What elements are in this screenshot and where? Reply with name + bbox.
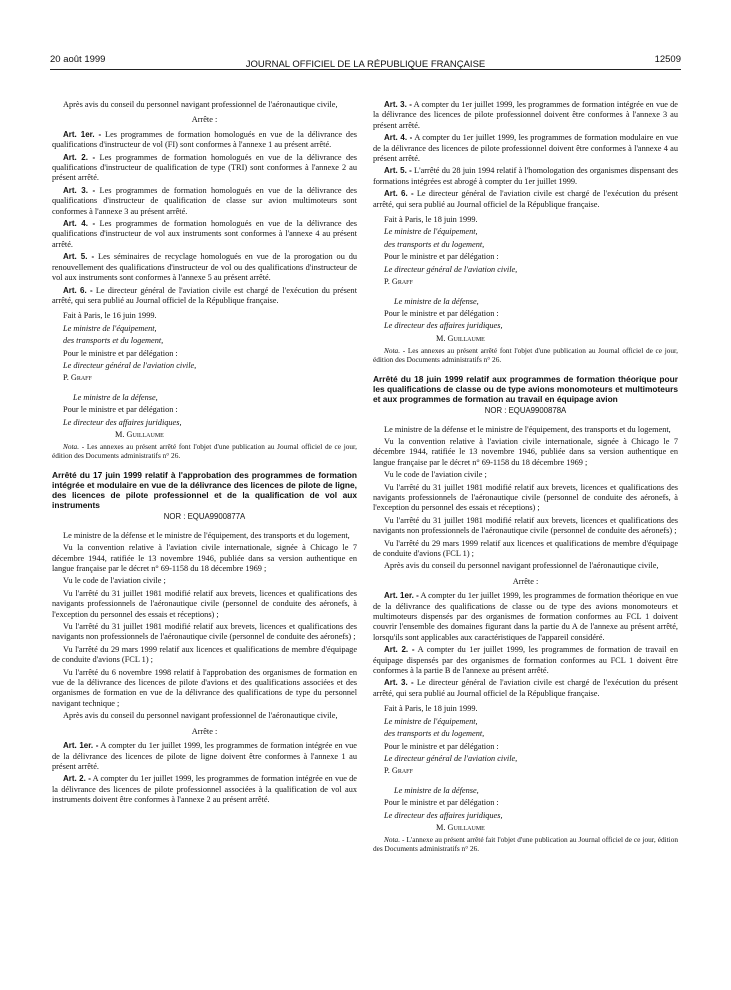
article-label: Art. 2. - — [63, 774, 91, 784]
signature-line: Le ministre de la défense, — [394, 785, 479, 795]
article-label: Art. 2. - — [63, 152, 96, 162]
signature-line: Le ministre de la défense, — [394, 296, 479, 306]
left-column — [52, 100, 357, 808]
article-text: Le directeur général de l'aviation civile est chargé de l'exécution du présent arrêté, qui sera publié au Journal officiel de la République française. — [373, 678, 679, 698]
article-text: A compter du 1er juillet 1999, les programmes de formation intégrée en vue de la délivrance des licences de pilote de ligne doivent être conformes à l'annexe 1 au présent arrêté. — [52, 741, 357, 771]
article-label: Art. 4. - — [384, 133, 413, 143]
article-label: Art. 5. - — [63, 252, 95, 262]
signature-line: des transports et du logement, — [384, 729, 485, 739]
paragraph: Vu l'arrêté du 31 juillet 1981 modifié relatif aux brevets, licences et qualifications des navigants professionnels de l'aéronautique civile (personnel de conduite des aéronefs, à l'exception du personnel des essais et réceptions) ; — [373, 482, 678, 513]
signature-line: Pour le ministre et par délégation : — [63, 405, 178, 415]
article-label: Art. 3. - — [384, 100, 412, 109]
header-date: 20 août 1999 — [50, 54, 106, 65]
date-line: Fait à Paris, le 16 juin 1999. — [63, 311, 157, 321]
article — [373, 591, 678, 643]
paragraph: Vu la convention relative à l'aviation civile internationale, signée à Chicago le 7 décembre 1944, ratifiée le 13 novembre 1946, publiée dans sa version authentique en langue française par le décret n° 69-1158 du 18 décembre 1969 ; — [52, 543, 357, 573]
article-label: Art. 2. - — [384, 645, 415, 655]
article-text: Les programmes de formation homologués en vue de la délivrance des qualifications d'instructeur de vol (FI) sont conformes à l'annexe 1 au présent arrêté. — [52, 129, 357, 150]
article — [52, 219, 357, 250]
right-column — [373, 100, 678, 855]
paragraph: Le ministre de la défense et le ministre de l'équipement, des transports et du logement, — [384, 424, 671, 434]
article — [52, 741, 357, 772]
paragraph: Après avis du conseil du personnel navigant professionnel de l'aéronautique civile, — [63, 100, 338, 109]
signature-line: Le directeur général de l'aviation civile, — [63, 360, 197, 370]
article-text: A compter du 1er juillet 1999, les programmes de formation théorique en vue de la délivrance des qualifications de classe ou de type des avions monomoteurs et multimoteurs dispensés par des organismes de formation conformes au FCL 1 doivent couvrir l'ensemble des domaines figurant dans la partie du A de l'annexe au présent arrêté, lorsqu'ils sont applicables aux caractéristiques de l'appareil considéré. — [373, 591, 678, 642]
article-text: Le directeur général de l'aviation civile est chargé de l'exécution du présent arrêté, qui sera publié au Journal officiel de la République française. — [373, 189, 679, 209]
signature-line: Le directeur des affaires juridiques, — [384, 321, 503, 331]
nota-text: Les annexes au présent arrêté font l'objet d'une publication au Journal officiel de ce jour, édition des Documents administratifs n° 26. — [52, 442, 357, 461]
signature-line: Pour le ministre et par délégation : — [384, 252, 499, 262]
arrete-heading: Arrête : — [512, 576, 539, 586]
nota-text: L'annexe au présent arrêté fait l'objet d'une publication au Journal officiel de ce jour, édition des Documents administratifs n° 26. — [373, 835, 678, 854]
date-line: Fait à Paris, le 18 juin 1999. — [384, 704, 478, 714]
signature-line: Le directeur général de l'aviation civile, — [384, 753, 518, 763]
nota — [52, 442, 357, 460]
nota-label: Nota. - — [384, 835, 405, 845]
article-text: A compter du 1er juillet 1999, les programmes de formation modulaire en vue de la délivrance des licences de pilote professionnel doivent être conformes à l'annexe 4 au présent arrêté. — [373, 133, 678, 164]
paragraph: Vu le code de l'aviation civile ; — [63, 576, 166, 586]
article-label: Art. 3. - — [63, 185, 96, 195]
nota — [373, 346, 678, 364]
signature-line: Pour le ministre et par délégation : — [63, 348, 178, 358]
paragraph: Le ministre de la défense et le ministre de l'équipement, des transports et du logement, — [63, 530, 350, 540]
article — [52, 252, 357, 283]
arrete-heading: Arrête : — [191, 115, 218, 125]
article — [373, 166, 678, 187]
article-label: Art. 1er. - — [63, 741, 99, 751]
article — [373, 100, 678, 131]
article-text: L'arrêté du 28 juin 1994 relatif à l'homologation des organismes dispensant des formations intégrées est abrogé à compter du 1er juillet 1999. — [373, 166, 679, 186]
signature-line: Pour le ministre et par délégation : — [384, 798, 499, 808]
article-text: A compter du 1er juillet 1999, les programmes de formation intégrée en vue de la délivrance des licences de pilote professionnel associées à la qualification de vol aux instruments doivent être conformes à l'annexe 2 au présent arrêté. — [52, 774, 357, 805]
paragraph: Vu l'arrêté du 31 juillet 1981 modifié relatif aux brevets, licences et qualifications des navigants non professionnels de l'aéronautique civile (personnel de conduite des aéronefs) ; — [52, 622, 357, 642]
signature-line: Le ministre de l'équipement, — [63, 323, 157, 333]
article-label: Art. 3. - — [384, 678, 414, 688]
article-text: Les programmes de formation homologués en vue de la délivrance des qualifications d'instructeur de qualification de type (TRI) sont conformes à l'annexe 2 au présent arrêté. — [52, 152, 358, 183]
nota — [373, 835, 678, 853]
signature-line: des transports et du logement, — [384, 239, 485, 249]
article — [373, 133, 678, 164]
header-page-number: 12509 — [654, 54, 681, 65]
article-label: Art. 5. - — [384, 166, 412, 176]
article-label: Art. 1er. - — [63, 129, 102, 139]
signatory-name: M. Guillaume — [436, 822, 485, 832]
signature-line: Le directeur des affaires juridiques, — [63, 417, 182, 427]
signature-line: Pour le ministre et par délégation : — [384, 741, 499, 751]
header-journal-title: JOURNAL OFFICIEL DE LA RÉPUBLIQUE FRANÇAISE — [245, 59, 486, 70]
signature-line: des transports et du logement, — [63, 336, 164, 346]
nota-label: Nota. - — [384, 346, 406, 356]
paragraph: Vu l'arrêté du 31 juillet 1981 modifié relatif aux brevets, licences et qualifications des navigants professionnels de l'aéronautique civile (personnel de conduite des aéronefs, à l'exception du personnel des essais et réceptions) ; — [52, 588, 357, 619]
paragraph: Vu l'arrêté du 29 mars 1999 relatif aux licences et qualifications de membre d'équipage de conduite d'avions (FCL 1) ; — [373, 538, 678, 558]
signature-line: Pour le ministre et par délégation : — [384, 308, 499, 318]
nor-reference: NOR : EQUA9900877A — [163, 512, 246, 522]
article-label: Art. 4. - — [63, 219, 96, 229]
article-label: Art. 6. - — [384, 189, 414, 199]
nota-text: Les annexes au présent arrêté font l'objet d'une publication au Journal officiel de ce jour, édition des Documents administratifs n° 26. — [373, 346, 678, 365]
article — [52, 186, 357, 217]
article-text: Le directeur général de l'aviation civile est chargé de l'exécution du présent arrêté, qui sera publié au Journal officiel de la République française. — [52, 285, 358, 305]
header-rule — [50, 69, 681, 70]
article-label: Art. 1er. - — [384, 591, 419, 601]
article-text: A compter du 1er juillet 1999, les programmes de formation intégrée en vue de la délivrance des licences de pilote professionnel doivent être conformes à l'annexe 3 au présent arrêté. — [373, 100, 678, 130]
signatory-name: P. Graff — [384, 277, 413, 287]
signature-line: Le ministre de la défense, — [73, 392, 158, 402]
article-text: A compter du 1er juillet 1999, les programmes de formation de travail en équipage dispensés par des organismes de formation conformes au FCL 1 doivent être conformes à la partie B de l'annexe au présent arrêté. — [373, 645, 679, 676]
article — [373, 678, 678, 699]
signatory-name: P. Graff — [384, 766, 413, 776]
article-text: Les séminaires de recyclage homologués en vue de la prorogation ou du renouvellement des qualifications d'instructeur de vol ou des qualifications d'instructeur de vol aux instruments sont conformes à l'annexe 5 au présent arrêté. — [52, 252, 357, 283]
date-line: Fait à Paris, le 18 juin 1999. — [384, 215, 478, 225]
nota-label: Nota. - — [63, 442, 85, 452]
article — [373, 645, 678, 676]
decree-title: Arrêté du 18 juin 1999 relatif aux programmes de formation théorique pour les qualifications de classe ou de type avions monomoteurs et multimoteurs et aux programmes de formation au travail en équipage avion — [373, 374, 678, 405]
nor-reference: NOR : EQUA9900878A — [484, 406, 567, 416]
signatory-name: M. Guillaume — [115, 429, 164, 439]
decree-title: Arrêté du 17 juin 1999 relatif à l'approbation des programmes de formation intégrée et modulaire en vue de la délivrance des licences de pilote de ligne, des licences de pilote professionnel et de la qualification de vol aux instruments — [52, 470, 357, 511]
article-label: Art. 6. - — [63, 285, 93, 295]
article — [52, 774, 357, 805]
signature-line: Le ministre de l'équipement, — [384, 716, 478, 726]
article — [52, 286, 357, 307]
paragraph: Vu l'arrêté du 29 mars 1999 relatif aux licences et qualifications de membre d'équipage de conduite d'avions (FCL 1) ; — [52, 644, 357, 665]
article-text: Les programmes de formation homologués en vue de la délivrance des qualifications d'instructeur de qualification de classe sur avion multimoteurs sont conformes à l'annexe 3 au présent arrêté. — [52, 185, 358, 216]
page-header — [50, 54, 681, 68]
paragraph: Vu l'arrêté du 6 novembre 1998 relatif à l'approbation des organismes de formation en vue de la délivrance des licences de pilote d'avions et des qualifications associées et des organismes de formation en vue de la délivrance des qualifications de type du personnel navigant technique ; — [52, 667, 357, 708]
signatory-name: M. Guillaume — [436, 333, 485, 343]
signatory-name: P. Graff — [63, 373, 92, 383]
article-text: Les programmes de formation homologués en vue de la délivrance des qualifications d'instructeur de vol aux instruments sont conformes à l'annexe 4 au présent arrêté. — [52, 219, 358, 249]
paragraph: Vu l'arrêté du 31 juillet 1981 modifié relatif aux brevets, licences et qualifications des navigants non professionnels de l'aéronautique civile (personnel de conduite des aéronefs) ; — [373, 515, 678, 536]
signature-line: Le directeur général de l'aviation civile, — [384, 264, 518, 274]
article — [373, 189, 678, 210]
paragraph: Vu le code de l'aviation civile ; — [384, 470, 487, 480]
article — [52, 153, 357, 184]
article — [52, 130, 357, 151]
signature-line: Le ministre de l'équipement, — [384, 227, 478, 237]
arrete-heading: Arrête : — [191, 726, 218, 736]
signature-line: Le directeur des affaires juridiques, — [384, 810, 503, 820]
paragraph: Après avis du conseil du personnel navigant professionnel de l'aéronautique civile, — [63, 711, 338, 721]
paragraph: Vu la convention relative à l'aviation civile internationale, signée à Chicago le 7 décembre 1944, ratifiée le 13 novembre 1946, publiée dans sa version authentique en langue française par le décret n° 69-1158 du 18 décembre 1969 ; — [373, 436, 678, 467]
paragraph: Après avis du conseil du personnel navigant professionnel de l'aéronautique civile, — [384, 561, 659, 571]
